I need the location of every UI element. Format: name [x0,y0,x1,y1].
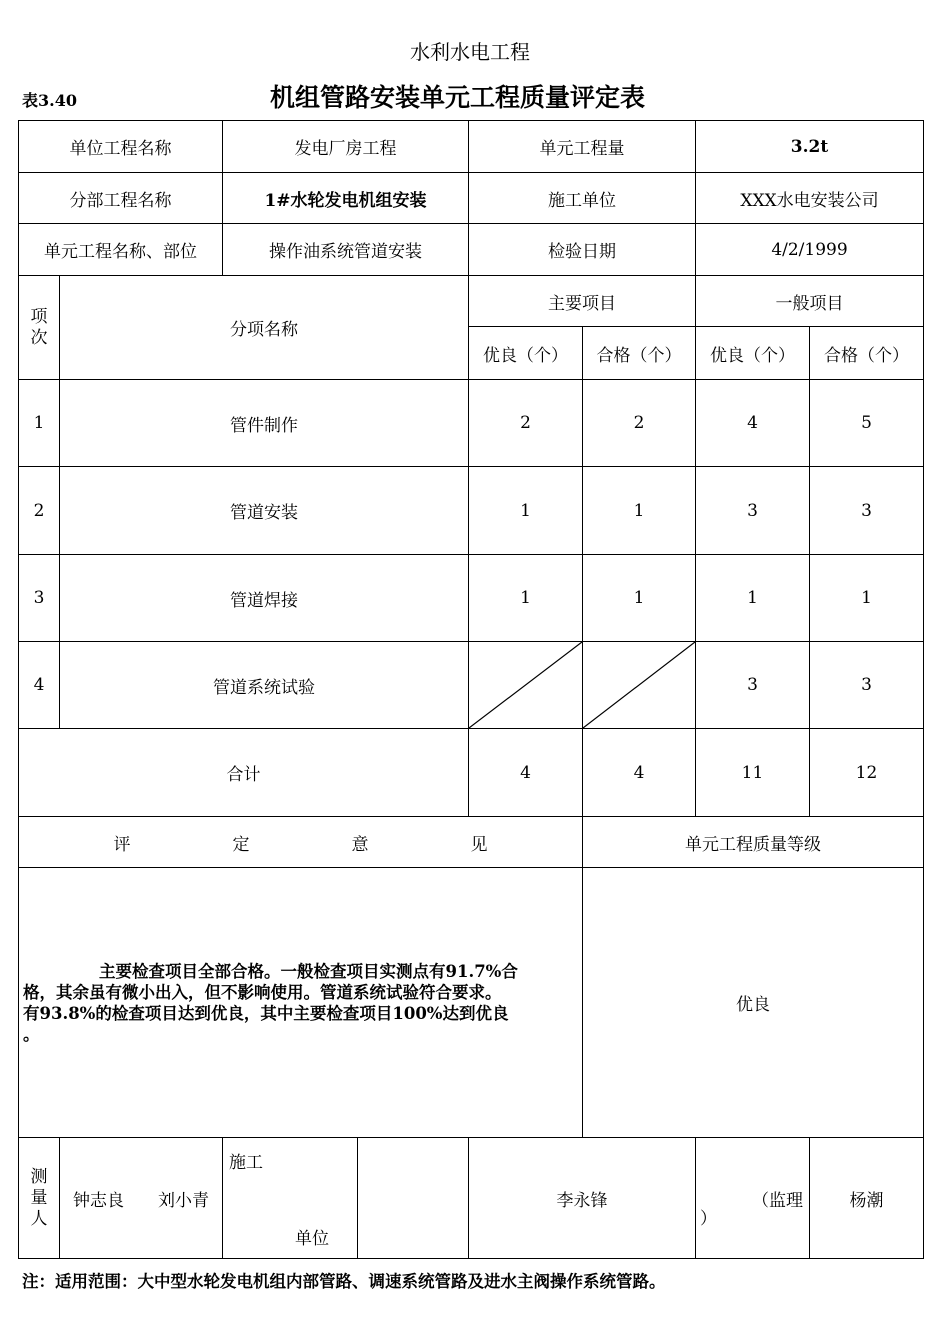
opinion-header: 评 定 意 见 [19,817,583,868]
element-value: 操作油系统管道安装 [223,224,469,276]
table-row [19,642,924,729]
row-general-qualified: 5 [810,380,924,467]
element-label: 单元工程名称、部位 [19,224,223,276]
unit-quantity-label: 单元工程量 [469,121,696,173]
construction-signatory [358,1138,469,1258]
row-main-qualified-na [583,642,696,729]
opinion-line: 格，其余虽有微小出入，但不影响使用。管道系统试验符合要求。 [23,982,502,1002]
row-main-qualified: 1 [583,555,696,642]
total-general-excellent: 11 [696,729,810,817]
footnote: 注：适用范围：大中型水轮发电机组内部管路、调速系统管路及进水主阀操作系统管路。 [22,1272,666,1291]
table-row [19,380,924,467]
row-name: 管道安装 [60,467,469,555]
quality-grade-header: 单元工程质量等级 [583,817,924,868]
row-main-excellent-na [469,642,583,729]
item-no-header: 项 次 [19,276,60,380]
opinion-line: 。 [23,1024,40,1044]
table-row [19,555,924,642]
surveyor-names: 钟志良 刘小青 [60,1138,223,1259]
total-row [19,729,924,817]
item-name-header: 分项名称 [60,276,469,380]
inspection-date-value: 4/2/1999 [696,224,924,276]
row-general-qualified: 1 [810,555,924,642]
row-main-excellent: 2 [469,380,583,467]
row-no: 3 [19,555,60,642]
row-main-excellent: 1 [469,467,583,555]
row-name: 管道焊接 [60,555,469,642]
table-number: 表3.40 [22,91,77,110]
assessment-opinion [19,868,583,1138]
supervision-label-b: ） [700,1209,717,1229]
row-no: 2 [19,467,60,555]
contractor-label: 施工单位 [469,173,696,224]
main-qualified-header: 合格（个） [583,327,696,380]
construction-label-bottom: 单位 [295,1229,329,1249]
total-label: 合计 [19,729,469,817]
row-general-excellent: 3 [696,642,810,729]
construction-signatory-name: 李永锋 [469,1138,696,1259]
diagonal-slash-icon [583,642,695,728]
general-items-header: 一般项目 [696,276,924,327]
unit-project-value: 发电厂房工程 [223,121,469,173]
row-name: 管道系统试验 [60,642,469,729]
total-general-qualified: 12 [810,729,924,817]
row-no: 1 [19,380,60,467]
sub-project-value: 1#水轮发电机组安装 [223,173,469,224]
opinion-line: 有93.8%的检查项目达到优良，其中主要检查项目100%达到优良 [23,1003,509,1023]
header-top-title: 水利水电工程 [410,40,530,64]
sub-project-label: 分部工程名称 [19,173,223,224]
contractor-value: XXX水电安装公司 [696,173,924,224]
row-main-qualified: 1 [583,467,696,555]
row-general-excellent: 4 [696,380,810,467]
general-excellent-header: 优良（个） [696,327,810,380]
row-general-qualified: 3 [810,642,924,729]
row-general-qualified: 3 [810,467,924,555]
total-main-excellent: 4 [469,729,583,817]
supervision-unit-label [696,1138,810,1259]
row-general-excellent: 1 [696,555,810,642]
opinion-line: 主要检查项目全部合格。一般检查项目实测点有91.7%合 [99,961,518,981]
row-main-qualified: 2 [583,380,696,467]
construction-label-top: 施工 [229,1153,263,1173]
general-qualified-header: 合格（个） [810,327,924,380]
unit-project-label: 单位工程名称 [19,121,223,173]
supervision-signatory-name: 杨潮 [810,1138,924,1259]
surveyor-label: 测 量 人 [19,1138,60,1259]
total-main-qualified: 4 [583,729,696,817]
diagonal-slash-icon [469,642,582,728]
quality-assessment-table [18,120,924,1259]
supervision-label-a: （监理 [752,1191,803,1211]
row-no: 4 [19,642,60,729]
row-general-excellent: 3 [696,467,810,555]
table-row [19,467,924,555]
page-title: 机组管路安装单元工程质量评定表 [269,83,645,112]
row-main-excellent: 1 [469,555,583,642]
unit-quantity-value: 3.2t [696,121,924,173]
construction-unit-label [223,1138,469,1259]
inspection-date-label: 检验日期 [469,224,696,276]
construction-unit-cell [223,1138,358,1258]
main-excellent-header: 优良（个） [469,327,583,380]
row-name: 管件制作 [60,380,469,467]
main-items-header: 主要项目 [469,276,696,327]
quality-grade-value: 优良 [583,868,924,1138]
